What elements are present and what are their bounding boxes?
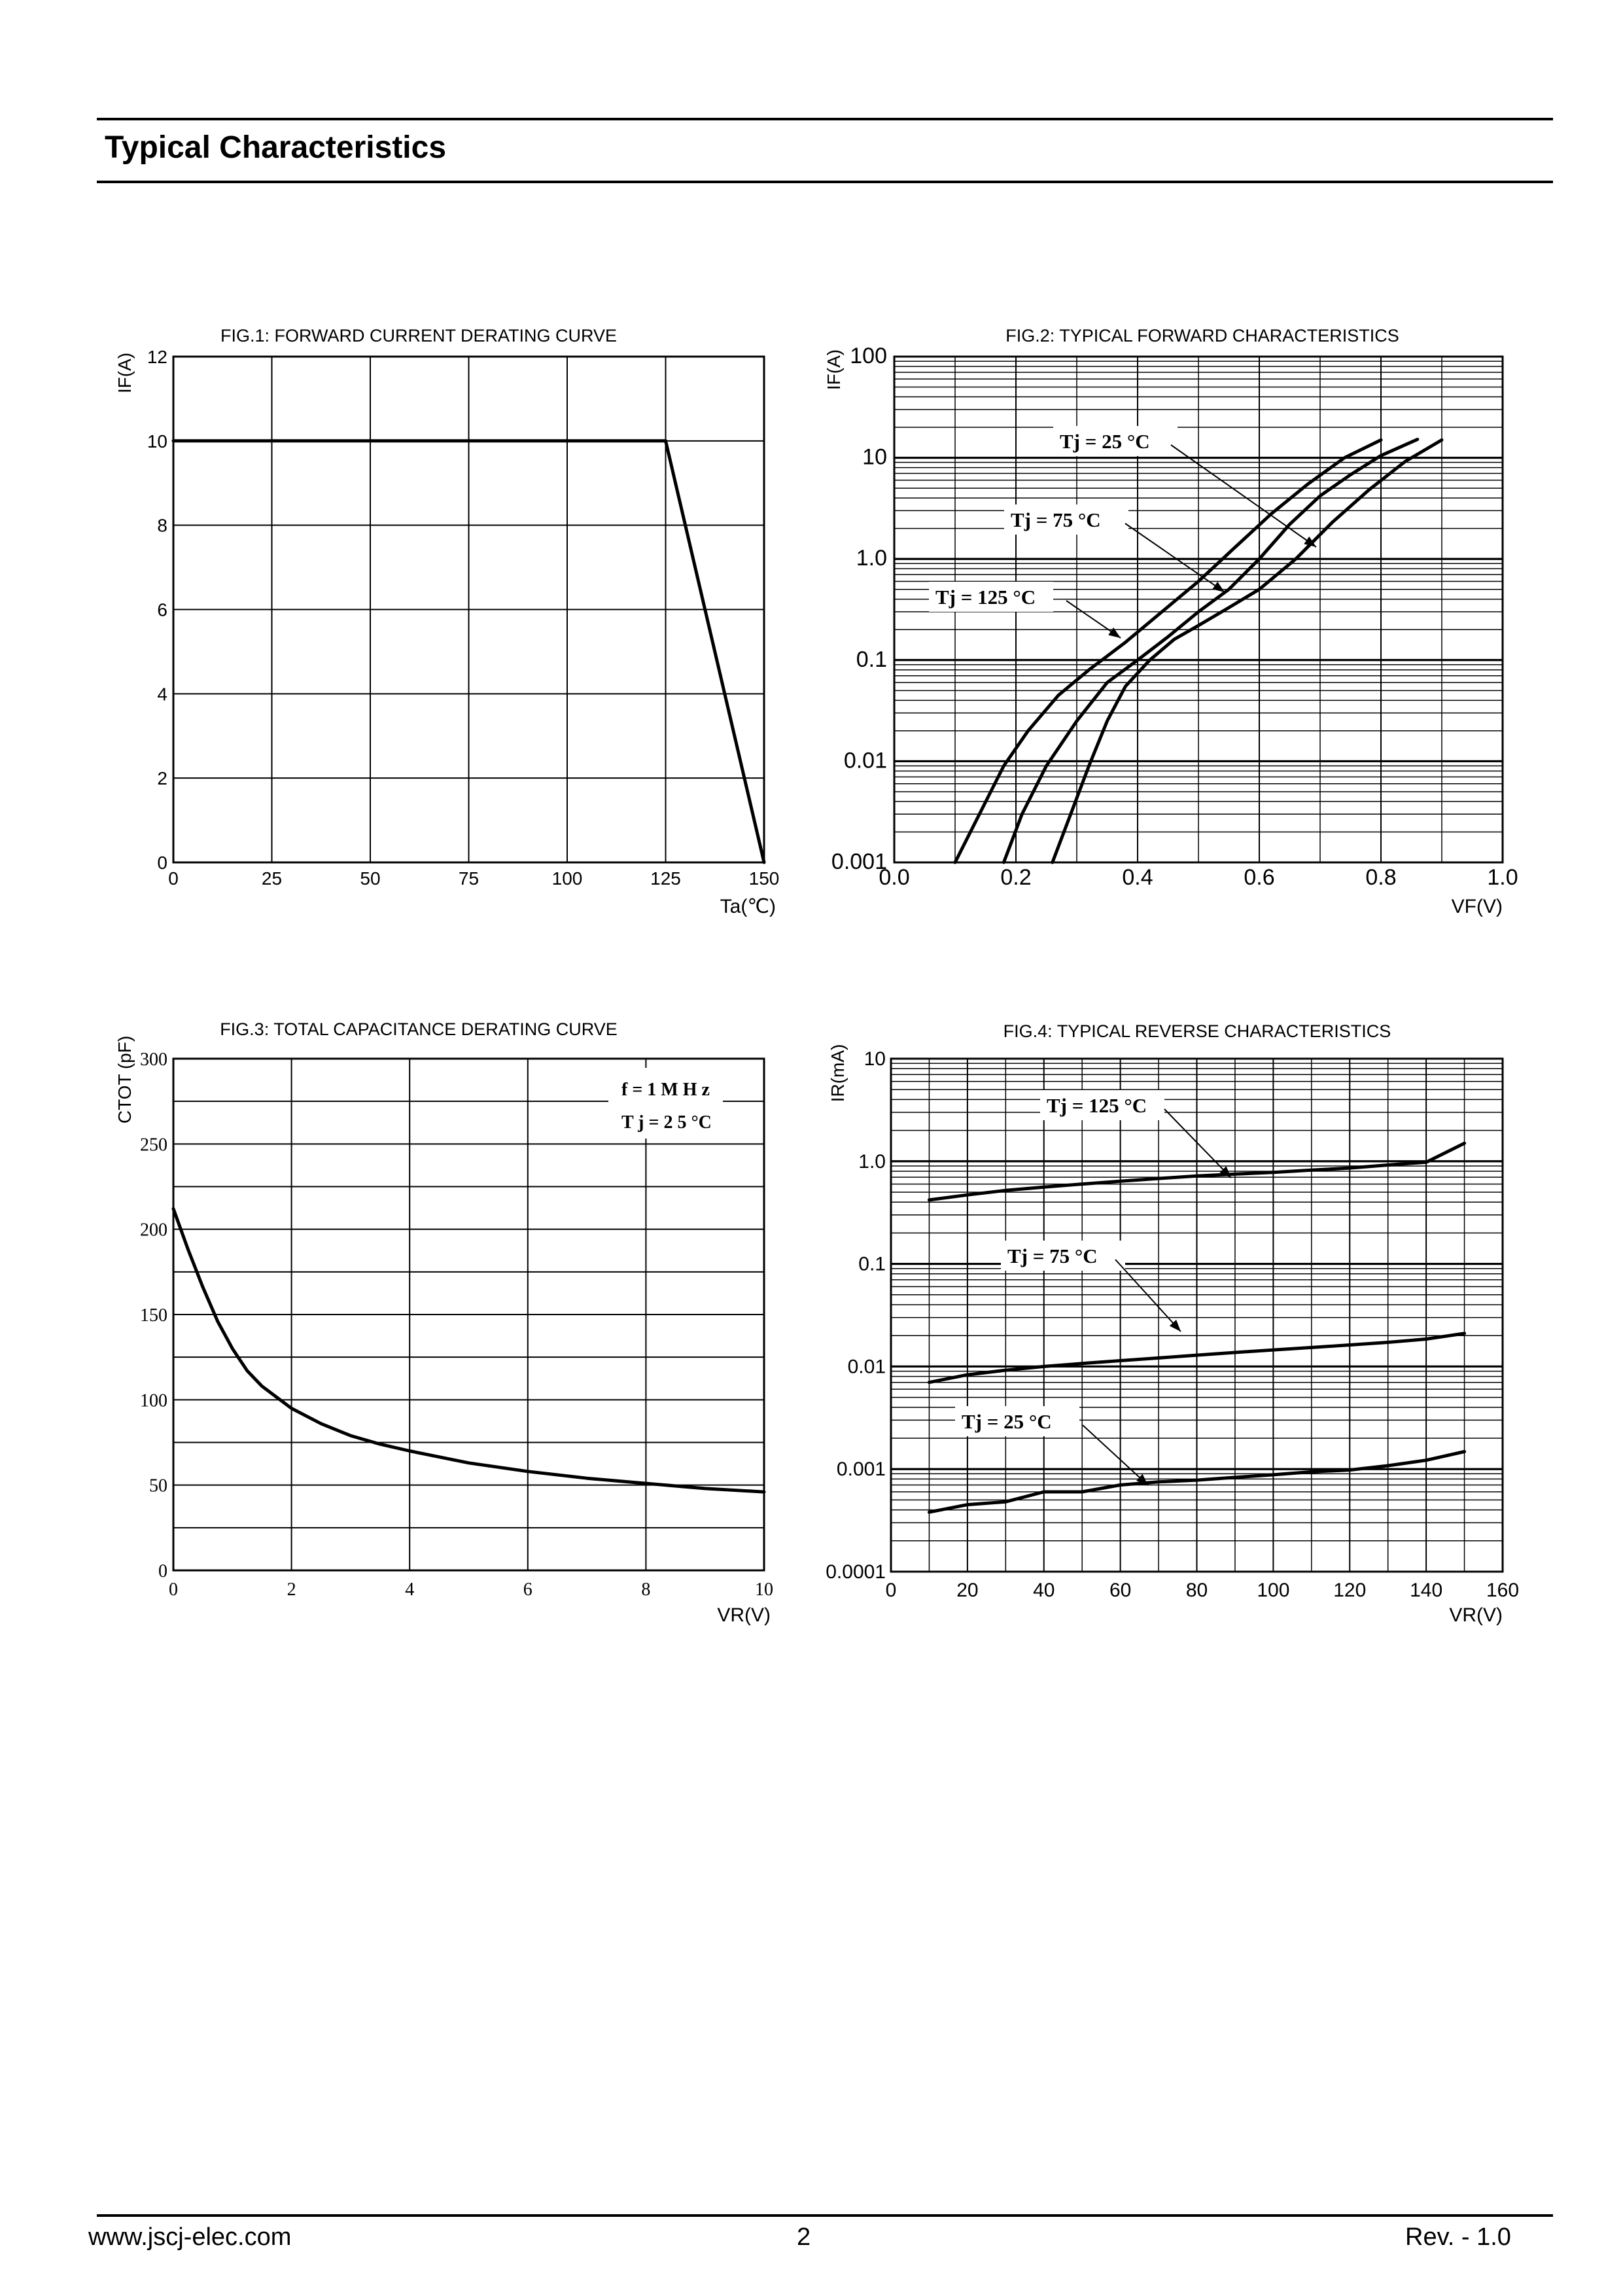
annotation-label: Tj = 25 °C: [962, 1410, 1052, 1433]
y-tick-label: 2: [157, 768, 167, 789]
y-tick-label: 8: [157, 515, 167, 536]
y-tick-label: 150: [140, 1305, 167, 1326]
section-title: Typical Characteristics: [105, 130, 447, 165]
footer-rule: [97, 2214, 1553, 2217]
chart-fig-2: [824, 326, 1518, 917]
annotation-arrowhead: [1212, 582, 1225, 592]
x-tick-label: 60: [1109, 1580, 1132, 1601]
chart-title: FIG.1: FORWARD CURRENT DERATING CURVE: [220, 326, 618, 345]
y-tick-label: 10: [862, 444, 887, 470]
x-tick-label: 0: [885, 1580, 897, 1601]
x-tick-label: 2: [287, 1580, 296, 1600]
annotation-leader-line: [1125, 523, 1225, 592]
x-tick-label: 125: [650, 868, 681, 889]
chart-gridlines: [891, 1059, 1503, 1572]
y-axis-label: IF(A): [824, 349, 844, 391]
annotation-label: Tj = 75 °C: [1011, 508, 1101, 531]
x-tick-label: 0: [168, 868, 179, 889]
annotation-label: T j = 2 5 °C: [621, 1112, 712, 1133]
y-tick-label: 0.01: [847, 1356, 886, 1378]
x-tick-label: 1.0: [1487, 865, 1518, 890]
series-line-1: [173, 1209, 764, 1492]
chart-gridlines: [173, 357, 764, 862]
annotation-label: Tj = 25 °C: [1060, 430, 1150, 453]
y-axis-label: CTOT (pF): [114, 1035, 135, 1124]
y-tick-label: 50: [149, 1475, 167, 1496]
x-tick-label: 120: [1333, 1580, 1367, 1601]
x-tick-label: 80: [1185, 1580, 1208, 1601]
x-tick-label: 0.4: [1122, 865, 1153, 890]
x-axis-label: VF(V): [1451, 896, 1503, 917]
y-tick-label: 1.0: [856, 546, 887, 571]
x-tick-label: 4: [405, 1580, 415, 1600]
x-tick-label: 20: [956, 1580, 979, 1601]
footer-page-number: 2: [797, 2223, 811, 2251]
y-tick-label: 10: [864, 1048, 886, 1070]
y-axis-label: IF(A): [114, 352, 135, 394]
y-tick-label: 0.1: [858, 1253, 886, 1275]
y-tick-label: 0.001: [836, 1458, 886, 1481]
y-tick-label: 0: [158, 1561, 167, 1581]
chart-title: FIG.3: TOTAL CAPACITANCE DERATING CURVE: [220, 1019, 618, 1039]
y-tick-label: 0.0001: [826, 1561, 886, 1583]
x-axis-label: VR(V): [1449, 1604, 1503, 1626]
x-tick-label: 0.8: [1365, 865, 1397, 890]
y-tick-label: 4: [157, 684, 167, 705]
y-tick-label: 6: [157, 599, 167, 620]
y-tick-label: 100: [850, 344, 887, 368]
annotation-arrowhead: [1108, 627, 1121, 638]
chart-title: FIG.4: TYPICAL REVERSE CHARACTERISTICS: [1003, 1021, 1391, 1041]
x-tick-label: 8: [641, 1580, 651, 1600]
x-tick-label: 50: [360, 868, 381, 889]
y-tick-label: 300: [140, 1050, 167, 1070]
x-tick-label: 10: [755, 1580, 773, 1600]
chart-fig-1: [114, 326, 779, 917]
annotation-leader-line: [1164, 1109, 1231, 1178]
annotation-label: Tj = 125 °C: [935, 586, 1036, 609]
chart-fig-4: [826, 1021, 1519, 1626]
x-axis-label: VR(V): [717, 1604, 771, 1626]
series-line-1: [955, 440, 1381, 862]
x-tick-label: 100: [1257, 1580, 1290, 1601]
y-tick-label: 250: [140, 1135, 167, 1156]
y-tick-label: 0.001: [831, 849, 887, 874]
x-tick-label: 140: [1410, 1580, 1443, 1601]
y-tick-label: 12: [147, 347, 167, 367]
chart-fig-3: [114, 1019, 773, 1626]
y-tick-label: 0: [157, 853, 167, 873]
x-tick-label: 40: [1033, 1580, 1055, 1601]
y-axis-label: IR(mA): [828, 1044, 848, 1103]
x-tick-label: 100: [551, 868, 583, 889]
x-tick-label: 0.2: [1000, 865, 1032, 890]
annotation-label: Tj = 75 °C: [1007, 1245, 1098, 1267]
y-tick-label: 10: [147, 431, 167, 451]
x-axis-label: Ta(℃): [720, 896, 776, 917]
x-tick-label: 150: [748, 868, 780, 889]
y-tick-label: 200: [140, 1220, 167, 1241]
footer-website[interactable]: www.jscj-elec.com: [88, 2223, 292, 2251]
x-tick-label: 160: [1486, 1580, 1520, 1601]
annotation-leader-line: [1083, 1425, 1148, 1485]
chart-title: FIG.2: TYPICAL FORWARD CHARACTERISTICS: [1005, 326, 1399, 345]
y-tick-label: 0.01: [843, 748, 887, 773]
x-tick-label: 0.0: [879, 865, 910, 890]
x-tick-label: 0.6: [1244, 865, 1275, 890]
x-tick-label: 6: [523, 1580, 532, 1600]
annotation-leader-line: [1115, 1260, 1181, 1332]
x-tick-label: 0: [169, 1580, 178, 1600]
series-line-3: [1053, 440, 1442, 862]
y-tick-label: 1.0: [858, 1150, 886, 1173]
footer-revision: Rev. - 1.0: [1405, 2223, 1511, 2251]
y-tick-label: 100: [140, 1390, 167, 1411]
annotation-label: Tj = 125 °C: [1047, 1094, 1147, 1117]
x-tick-label: 25: [261, 868, 283, 889]
annotation-label: f = 1 M H z: [621, 1080, 710, 1100]
y-tick-label: 0.1: [856, 646, 887, 672]
x-tick-label: 75: [458, 868, 480, 889]
